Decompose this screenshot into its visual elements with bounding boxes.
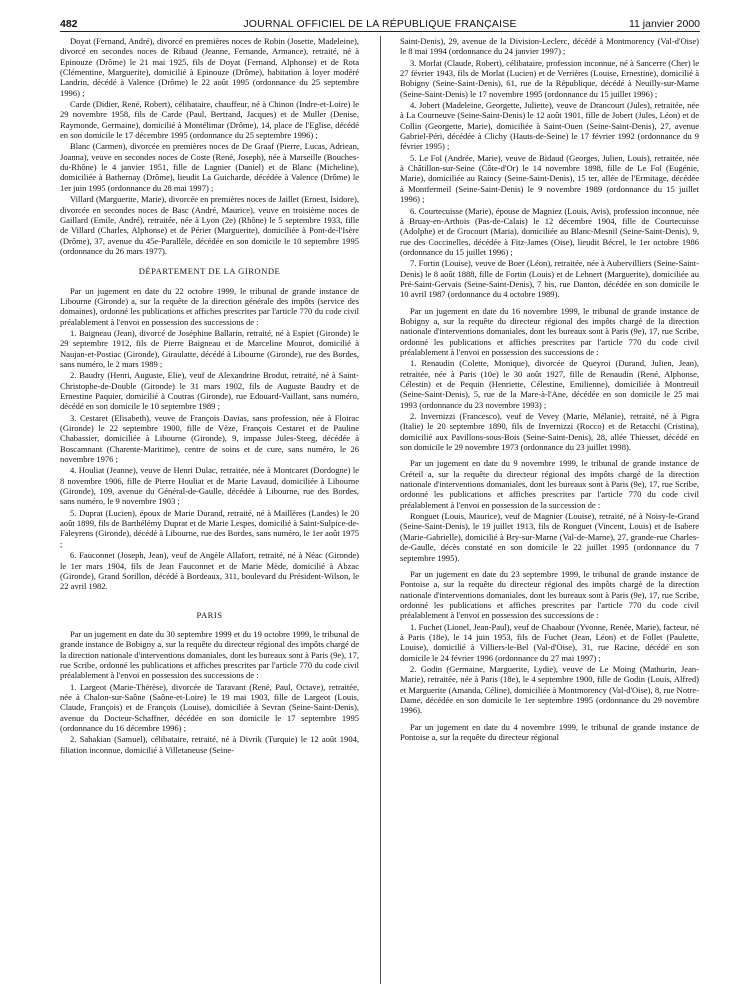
notice-entry: Carde (Didier, René, Robert), célibataire, chauffeur, né à Chinon (Indre-et-Loire) le 29 novembre 1958, fils de Carde (Paul, Bertrand, Jacques) et de Muller (Denise, Raymonde, Germaine), domicilié à Montélimar (Drôme), 14, place de l'Eglise, décédé en son domicile le 17 décembre 1995 (ordonnance du 25 septembre 1996) ; [60,99,359,141]
notice-entry: 6. Courtecuisse (Marie), épouse de Magniez (Louis, Avis), profession inconnue, née à Bruay-en-Arthois (Pas-de-Calais) le 12 décembre 1904, fille de Courtecuisse (Adolphe) et de Grocourt (Maria), domiciliée au Blanc-Mesnil (Seine-Saint-Denis), 9, rue des Coccinelles, décédée à Fitz-James (Oise), lieudit Bécrel, le 1er octobre 1986 (ordonnance du 15 juillet 1996) ; [400,205,699,257]
notice-entry: 2. Baudry (Henri, Auguste, Elie), veuf de Alexandrine Brodut, retraité, né à Saint-Christophe-de-Double (Gironde) le 31 mars 1902, fils de Auguste Baudry et de Ernestine Paquier, domicilié à Coutras (Gironde), rue Edouard-Vaillant, sans numéro, décédé en son domicile le 10 septembre 1989 ; [60,370,359,412]
notice-entry: Blanc (Carmen), divorcée en premières noces de De Graaf (Pierre, Lucas, Adriean, Joanna), veuve en secondes noces de Coste (René, Joseph), née à Marseille (Bouches-du-Rhône) le 4 janvier 1951, fille de Lagnier (Daniel) et de Blanc (Micheline), domiciliée à Bathernay (Drôme), lieudit La Guicharde, décédée à Valence (Drôme) le 1er juin 1995 (ordonnance du 28 mai 1997) ; [60,141,359,193]
header-rule [60,31,700,32]
judgment-intro: Par un jugement en date du 9 novembre 1999, le tribunal de grande instance de Créteil a, sur la requête du directeur régional des impôts chargé de la direction nationale d'interventions domaniales, dont les bureaux sont à Paris (9e), 17, rue Scribe, ordonné les publications et affiches prescrites par l'article 770 du code civil préalablement à l'envoi en possession de la succession de : [400,458,699,510]
notice-entry: 3. Morlat (Claude, Robert), célibataire, profession inconnue, né à Sancerre (Cher) le 27 février 1943, fils de Morlat (Lucien) et de Verrières (Louise, Ernestine), domicilié à Bobigny (Seine-Saint-Denis), 61, rue de la République, décédé à Neuilly-sur-Marne (Seine-Saint-Denis) le 17 novembre 1995 (ordonnance du 15 juillet 1996) ; [400,57,699,99]
notice-entry: 5. Duprat (Lucien), époux de Marie Durand, retraité, né à Maillères (Landes) le 20 août 1899, fils de Barthélémy Duprat et de Marie Lespes, domicilié à Saint-Sulpice-de-Faleyrens (Gironde), décédé à Libourne, rue des Bordes, sans numéro, le 1er août 1975 ; [60,507,359,549]
notice-entry: 1. Baigneau (Jean), divorcé de Joséphine Ballarin, retraité, né à Espiet (Gironde) le 29 septembre 1912, fils de Pierre Baigneau et de Marceline Mourot, domicilié à Naujan-et-Postiac (Gironde), Giraulatte, décédé à Libourne (Gironde), rue des Bordes, sans numéro, le 2 mars 1989 ; [60,327,359,369]
judgment-intro: Par un jugement en date du 23 septembre 1999, le tribunal de grande instance de Pontoise a, sur la requête du directeur régional des impôts chargé de la direction nationale d'interventions domaniales, dont les bureaux sont à Paris (9e), 17, rue Scribe, ordonné les publications et affiches prescrites par l'article 770 du code civil préalablement à l'envoi en possession des successions de : [400,568,699,621]
judgment-intro: Par un jugement en date du 30 septembre 1999 et du 19 octobre 1999, le tribunal de grande instance de Bobigny a, sur la requête du directeur régional des impôts chargé de la direction nationale d'interventions domaniales, dont les bureaux sont à Paris (9e), 17, rue Scribe, ordonné les publications et affiches prescrites par l'article 770 du code civil préalablement à l'envoi en possession des successions de : [60,628,359,681]
notice-entry: Doyat (Fernand, André), divorcé en premières noces de Robin (Josette, Madeleine), divorcé en secondes noces de Ribaud (Jeanne, Fernande, Armance), retraité, né à Epinouze (Drôme) le 21 mai 1925, fils de Doyat (Fernand, Alphonse) et de Rota (Clémentine, Marguerite), domicilié à Epinouze (Drôme), habitation à loyer modéré Landrin, décédé à Valence (Drôme) le 22 août 1995 (ordonnance du 25 septembre 1996) ; [60,36,359,98]
notice-entry: 1. Fuchet (Lionel, Jean-Paul), veuf de Chaabour (Yvonne, Renée, Marie), facteur, né à Paris (18e), le 14 juin 1953, fils de Fuchet (Jean, Léon) et de Follet (Paulette, Louise), domicilié à Villiers-le-Bel (Val-d'Oise), 31, rue Racine, décédé en son domicile le 24 février 1996 (ordonnance du 27 mai 1997) ; [400,621,699,663]
journal-title: JOURNAL OFFICIEL DE LA RÉPUBLIQUE FRANÇAISE [243,18,517,30]
notice-entry: Ronguet (Louis, Maurice), veuf de Magnier (Louise), retraité, né à Noisy-le-Grand (Seine-Saint-Denis), le 19 juillet 1913, fils de Ronguet (Vincent, Louis) et de Isabere (Marie-Gabrielle), domicilié à Bry-sur-Marne (Val-de-Marne), 27, grande-rue Charles-de-Gaulle, décès constaté en son domicile le 22 juillet 1995 (ordonnance du 7 septembre 1995). [400,511,699,563]
notice-entry: 2. Invernizzi (Francesco), veuf de Vevey (Marie, Mélanie), retraité, né à Pigra (Italie) le 20 septembre 1890, fils de Invernizzi (Rocco) et de Retacchi (Cristina), domicilié aux Pavillons-sous-Bois (Seine-Saint-Denis), 28, allée Thiesset, décédé en son domicile le 29 novembre 1973 (ordonnance du 23 juillet 1998). [400,411,699,453]
section-heading-gironde: DÉPARTEMENT DE LA GIRONDE [138,266,281,277]
section-heading-paris: PARIS [196,609,223,620]
page-number: 482 [60,18,78,30]
right-column [400,36,699,984]
notice-entry: 2. Godin (Germaine, Marguerite, Lydie), veuve de Le Moing (Mathurin, Jean-Marie), retraitée, née à Paris (18e), le 4 septembre 1900, fille de Godin (Louis, Alfred) et Marguerite (Amanda, Céline), domiciliée à Montmorency (Val-d'Oise), 8, rue Notre-Dame, décédée en son domicile le 1er septembre 1995 (ordonnance du 29 novembre 1996). [400,663,699,716]
notice-entry: Villard (Marguerite, Marie), divorcée en premières noces de Jaillet (Ernest, Isidore), divorcée en secondes noces de Basc (André, Maurice), veuve en troisième noces de Gaillard (Emile, André), retraitée, née à Lyon (2e) (Rhône) le 5 septembre 1933, fille de Villard (Charles, Alphonse) et de Périer (Marguerite), domiciliée à Pont-de-l'Isère (Drôme), 37, avenue du 45e-Parallèle, décédée en son domicile le 10 septembre 1995 (ordonnance du 26 mars 1977). [60,194,359,256]
notice-entry: 6. Fauconnet (Joseph, Jean), veuf de Angèle Allafort, retraité, né à Néac (Gironde) le 1er mars 1904, fils de Jean Fauconnet et de Marie Mède, domicilié à Abzac (Gironde), Grand Sorillon, décédé à Bordeaux, 311, boulevard du Président-Wilson, le 22 avril 1982. [60,550,359,592]
notice-entry: 3. Cestaret (Elisabeth), veuve de François Davias, sans profession, née à Floirac (Gironde) le 22 septembre 1900, fille de Vèze, François Cestaret et de Pauline Chabassier, domiciliée à Libourne (Gironde), 9, impasse Jules-Steeg, décédée à Boscamnant (Charente-Maritime), centre de soins et de cure, sans numéro, le 26 novembre 1976 ; [60,412,359,465]
notice-entry: 2. Sahakian (Samuel), célibataire, retraité, né à Divrik (Turquie) le 12 août 1904, filiation inconnue, domicilié à Villetaneuse (Seine- [60,734,359,755]
notice-entry: 4. Jobert (Madeleine, Georgette, Juliette), veuve de Drancourt (Jules), retraitée, née à La Courneuve (Seine-Saint-Denis) le 12 août 1901, fille de Jobert (Jules, Léon) et de Collin (Georgette, Marie), domiciliée à Saint-Ouen (Seine-Saint-Denis), 27, avenue Gabriel-Péri, décédée à Clichy (Hauts-de-Seine) le 17 février 1992 (ordonnance du 9 février 1995) ; [400,100,699,152]
judgment-intro: Par un jugement en date du 22 octobre 1999, le tribunal de grande instance de Libourne (Gironde) a, sur la requête de la direction générale des impôts (service des domaines), ordonné les publications et affiches prescrites par l'article 770 du code civil préalablement à l'envoi en possession des successions de : [60,285,359,327]
notice-entry: 1. Largeot (Marie-Thérèse), divorcée de Taravant (René, Paul, Octave), retraitée, née à Chalon-sur-Saône (Saône-et-Loire) le 19 mai 1903, fille de Largeot (Louis, Claude, François) et de François (Louise), domiciliée à Sevran (Seine-Saint-Denis), avenue du Docteur-Schaffner, décédée en son domicile le 17 septembre 1995 (ordonnance du 16 décembre 1996) ; [60,681,359,733]
notice-entry: 1. Renaudin (Colette, Monique), divorcée de Queyroi (Durand, Julien, Jean), retraitée, née à Paris (10e) le 30 août 1927, fille de Renaudin (René, Alphonse, Célestin) et de Pequin (Henriette, Célestine, Emilienne), domiciliée à Montreuil (Seine-Saint-Denis), 5, rue de la Mare-à-l'Ane, décédée en son domicile le 25 mai 1993 (ordonnance du 23 novembre 1993) ; [400,358,699,410]
issue-date: 11 janvier 2000 [628,18,700,30]
judgment-intro: Par un jugement en date du 4 novembre 1999, le tribunal de grande instance de Pontoise a, sur la requête du directeur régional [400,721,699,742]
notice-entry: 7. Fortin (Louise), veuve de Boer (Léon), retraitée, née à Aubervilliers (Seine-Saint-Denis) le 8 août 1888, fille de Fortin (Louis) et de Lehnert (Marguerite), domiciliée au Pré-Saint-Gervais (Seine-Saint-Denis), 7 bis, rue Danton, décédée en son domicile le 10 avril 1987 (ordonnance du 4 octobre 1989). [400,258,699,300]
judgment-intro: Par un jugement en date du 16 novembre 1999, le tribunal de grande instance de Bobigny a, sur la requête du directeur régional des impôts chargé de la direction nationale d'interventions domaniales, dont les bureaux sont à Paris (9e), 17, rue Scribe, ordonné les publications et affiches prescrites par l'article 770 du code civil préalablement à l'envoi en possession des successions de : [400,305,699,357]
notice-entry-continued: Saint-Denis), 29, avenue de la Division-Leclerc, décédé à Montmorency (Val-d'Oise) le 8 mai 1994 (ordonnance du 24 janvier 1997) ; [400,36,699,57]
left-column [60,36,359,984]
notice-entry: 5. Le Fol (Andrée, Marie), veuve de Bidaud (Georges, Julien, Louis), retraitée, née à Châtillon-sur-Seine (Côte-d'Or) le 14 novembre 1898, fille de Le Fol (Eugénie, Marie), domiciliée au Raincy (Seine-Saint-Denis), 15 ter, allée de l'Ermitage, décédée à Montfermeil (Seine-Saint-Denis) le 9 novembre 1989 (ordonnance du 15 juillet 1996) ; [400,152,699,205]
column-divider [380,36,381,984]
notice-entry: 4. Houliat (Jeanne), veuve de Henri Dulac, retraitée, née à Montcaret (Dordogne) le 8 novembre 1906, fille de Pierre Houliat et de Marie Lavaud, domiciliée à Libourne (Gironde), 109, avenue du Général-de-Gaulle, décédée à Libourne, rue des Bordes, sans numéro, le 9 novembre 1903 ; [60,465,359,507]
